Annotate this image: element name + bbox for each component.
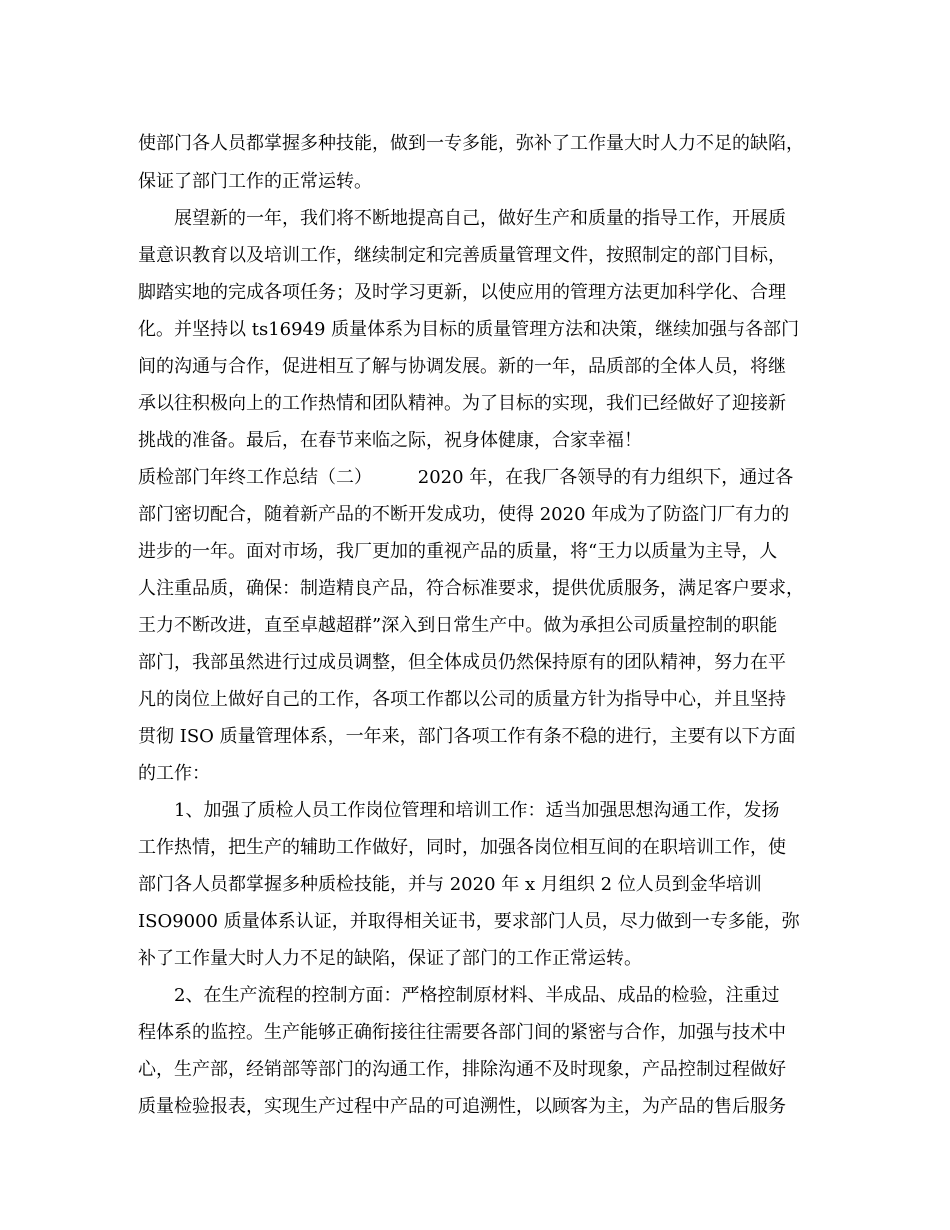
text-line: 挑战的准备。最后，在春节来临之际，祝身体健康，合家幸福！ (138, 430, 642, 451)
text-line: 2、在生产流程的控制方面：严格控制原材料、半成品、成品的检验，注重过 (174, 985, 780, 1006)
text-line: 质量检验报表，实现生产过程中产品的可追溯性，以顾客为主，为产品的售后服务 (138, 1096, 786, 1117)
text-line: 工作热情，把生产的辅助工作做好，同时，加强各岗位相互间的在职培训工作，使 (138, 837, 786, 858)
text-line: 展望新的一年，我们将不断地提高自己，做好生产和质量的指导工作，开展质 (174, 208, 786, 229)
text-line: 程体系的监控。生产能够正确衔接往往需要各部门间的紧密与合作，加强与技术中 (138, 1022, 786, 1043)
text-line: 贯彻 ISO 质量管理体系，一年来，部门各项工作有条不稳的进行，主要有以下方面 (138, 726, 796, 747)
text-line: 心，生产部，经销部等部门的沟通工作，排除沟通不及时现象，产品控制过程做好 (138, 1059, 786, 1080)
text-line: 进步的一年。面对市场，我厂更加的重视产品的质量，将“王力以质量为主导，人 (138, 541, 778, 562)
text-line: 人注重品质，确保：制造精良产品，符合标准要求，提供优质服务，满足客户要求， (138, 578, 804, 599)
text-line: 化。并坚持以 ts16949 质量体系为目标的质量管理方法和决策，继续加强与各部门 (138, 319, 800, 340)
text-line: 的工作： (138, 763, 210, 784)
text-line: 使部门各人员都掌握多种技能，做到一专多能，弥补了工作量大时人力不足的缺陷， (138, 133, 804, 154)
section-heading-line: 质检部门年终工作总结（二） 2020 年，在我厂各领导的有力组织下，通过各 (138, 467, 794, 488)
text-line: 保证了部门工作的正常运转。 (138, 171, 372, 192)
text-line: 王力不断改进，直至卓越超群”深入到日常生产中。做为承担公司质量控制的职能 (138, 615, 778, 636)
text-line: 部门密切配合，随着新产品的不断开发成功，使得 2020 年成为了防盗门厂有力的 (138, 504, 790, 525)
text-line: 部门各人员都掌握多种质检技能，并与 2020 年 x 月组织 2 位人员到金华培训 (138, 874, 762, 895)
text-line: 凡的岗位上做好自己的工作，各项工作都以公司的质量方针为指导中心，并且坚持 (138, 689, 786, 710)
text-line: 1、加强了质检人员工作岗位管理和培训工作：适当加强思想沟通工作，发扬 (174, 800, 780, 821)
text-line: ISO9000 质量体系认证，并取得相关证书，要求部门人员，尽力做到一专多能，弥 (138, 911, 800, 932)
text-line: 量意识教育以及培训工作，继续制定和完善质量管理文件，按照制定的部门目标， (138, 245, 786, 266)
text-line: 部门，我部虽然进行过成员调整，但全体成员仍然保持原有的团队精神，努力在平 (138, 652, 786, 673)
text-line: 脚踏实地的完成各项任务；及时学习更新，以使应用的管理方法更加科学化、合理 (138, 282, 786, 303)
text-line: 补了工作量大时人力不足的缺陷，保证了部门的工作正常运转。 (138, 948, 642, 969)
text-line: 承以往积极向上的工作热情和团队精神。为了目标的实现，我们已经做好了迎接新 (138, 393, 786, 414)
text-line: 间的沟通与合作，促进相互了解与协调发展。新的一年，品质部的全体人员，将继 (138, 356, 786, 377)
